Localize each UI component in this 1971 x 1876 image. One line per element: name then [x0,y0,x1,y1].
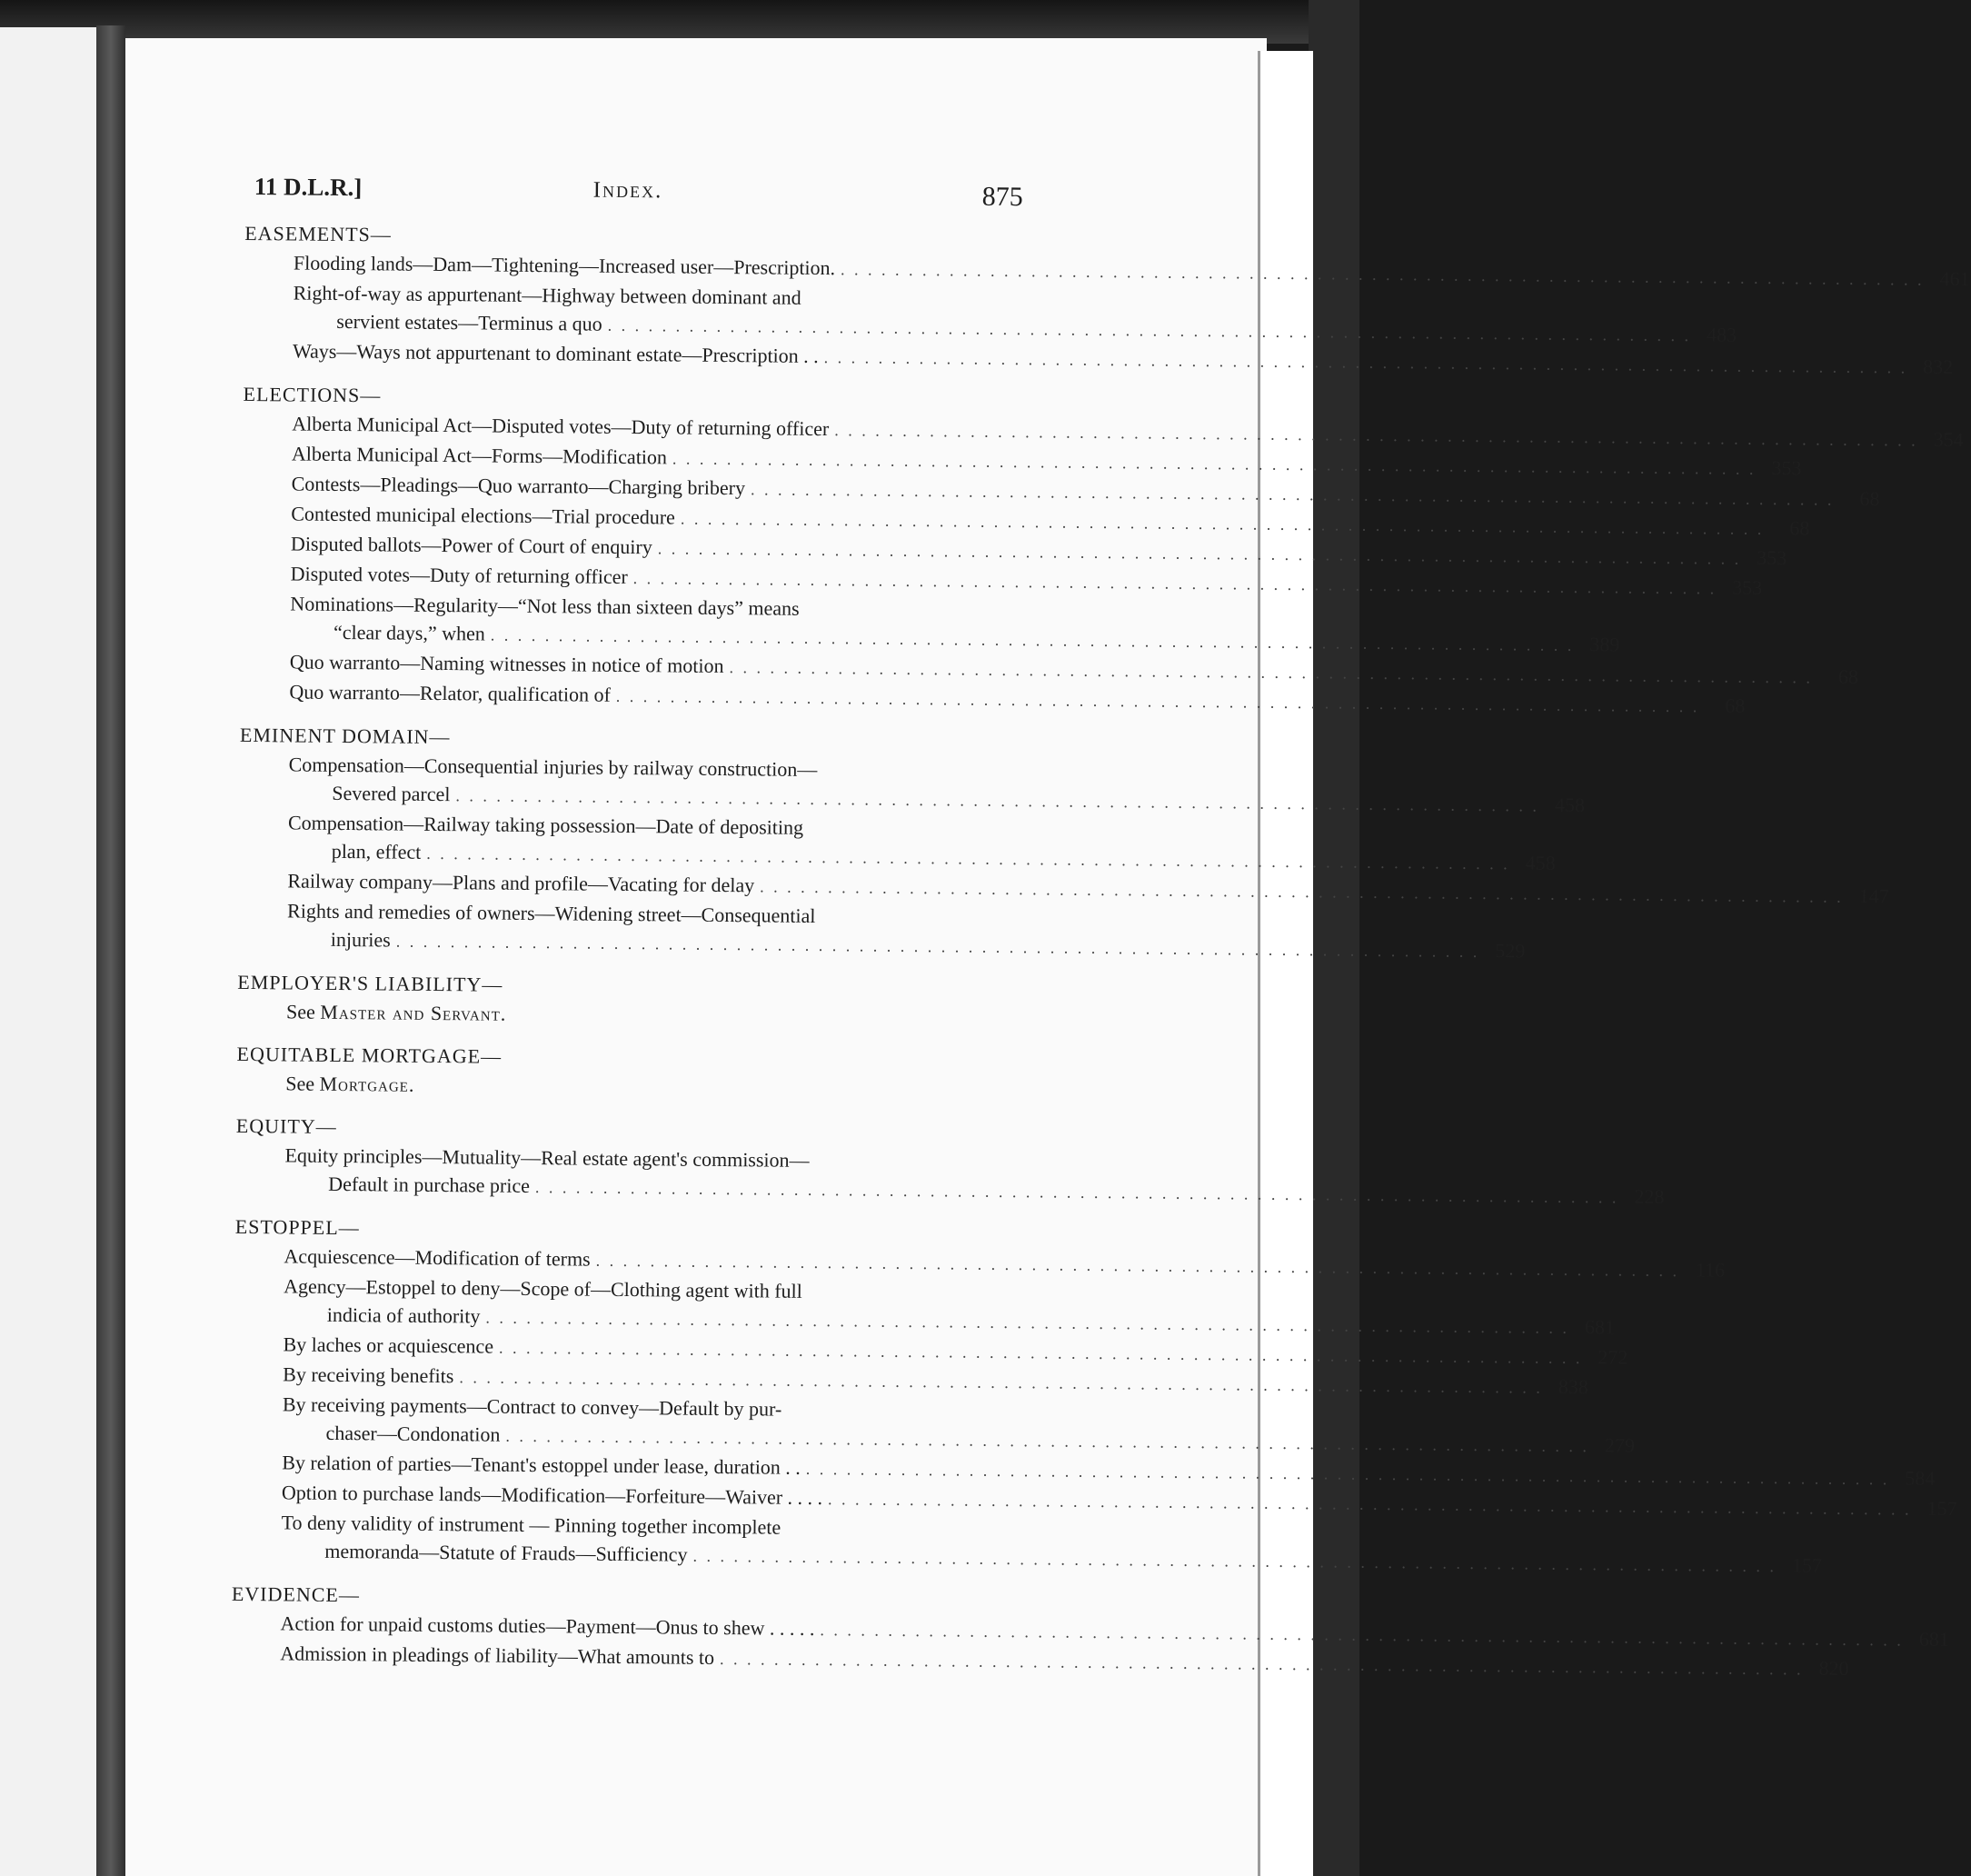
entry-page-number: 832 [1923,354,1954,378]
entry-page-number: 354 [1933,427,1964,452]
entry-text: Railway company—Plans and profile—Vacating for delay [287,869,755,897]
dot-leader: . . . . . . . . . . . . . . . . . . . . . . . . . . . . . . . . . . . . . . . . . . . . . . . . . . . . . . . . . . . . . . . . . . . . . . . . . . . . . . . . [632,569,1717,598]
entry-page-number: 228 [1634,1184,1665,1208]
entry-page-number: 838 [1558,1374,1588,1399]
entry-text: Compensation—Consequential injuries by railway construction— [288,753,818,782]
dot-leader: . . . . . . . . . . . . . . . . . . . . . . . . . . . . . . . . . . . . . . . . . . . . . . . . . . . . . . . . . . . . . . . . . . . . . . . . . . . . . . . . [834,421,1918,450]
entry-text: Compensation—Railway taking possession—Date of depositing [287,811,804,839]
entry-page-number: 157 [1926,1496,1957,1521]
dot-leader: . . . . . . . . . . . . . . . . . . . . . . . . . . . . . . . . . . . . . . . . . . . . . . . . . . . . . . . . . . . . . . . . . . . . . . . . . . . . . . . . [828,1490,1912,1519]
index-entry [287,808,1556,874]
dot-leader: . . . . . . . . . . . . . . . . . . . . . . . . . . . . . . . . . . . . . . . . . . . . . . . . . . . . . . . . . . . . . . . . . . . . . . . . . . . . . . . . [692,1546,1777,1576]
entry-text: Admission in pleadings of liability—What amounts to [280,1642,715,1669]
dot-leader: . . . . . . . . . . . . . . . . . . . . . . . . . . . . . . . . . . . . . . . . . . . . . . . . . . . . . . . . . . . . . . . . . . . . . . . . . . . . . . . . [505,1426,1589,1456]
entry-page-number: 279 [1604,1433,1636,1457]
index-entry [284,1272,1616,1339]
section-heading: EMINENT DOMAIN— [239,723,451,749]
section-heading: ELECTIONS— [243,382,382,407]
index-entry [288,750,1586,817]
dot-leader: . . . . . . . . . . . . . . . . . . . . . . . . . . . . . . . . . . . . . . . . . . . . . . . . . . . . . . . . . . . . . . . . . . . . . . . . . . . . . . . . [595,1251,1680,1281]
dot-leader: . . . . . . . . . . . . . . . . . . . . . . . . . . . . . . . . . . . . . . . . . . . . . . . . . . . . . . . . . . . . . . . . . . . . . . . . . . . . . . . . [823,348,1908,377]
running-header [251,165,1023,220]
dot-leader: . . . . . . . . . . . . . . . . . . . . . . . . . . . . . . . . . . . . . . . . . . . . . . . . . . . . . . . . . . . . . . . . . . . . . . . . . . . . . . . . [729,658,1814,687]
index-section [237,967,1016,1033]
entry-text: Action for unpaid customs duties—Payment—Onus to shew . . . . . [280,1612,815,1641]
index-content [231,165,1970,1689]
entry-page-number: 68 [1725,694,1746,717]
dot-leader: . . . . . . . . . . . . . . . . . . . . . . . . . . . . . . . . . . . . . . . . . . . . . . . . . . . . . . . . . . . . . . . . . . . . . . . . . . . . . . . . [657,539,1742,568]
entry-text: Ways—Ways not appurtenant to dominant estate—Prescription . . [292,339,819,368]
section-heading: EQUITABLE MORTGAGE— [236,1042,503,1068]
index-entry [293,278,1737,346]
entry-text: “clear days,” when [333,620,485,645]
dot-leader: . . . . . . . . . . . . . . . . . . . . . . . . . . . . . . . . . . . . . . . . . . . . . . . . . . . . . . . . . . . . . . . . . . . . . . . . . . . . . . . . [680,509,1765,539]
dot-leader: . . . . . . . . . . . . . . . . . . . . . . . . . . . . . . . . . . . . . . . . . . . . . . . . . . . . . . . . . . . . . . . . . . . . . . . . . . . . . . . . [841,260,1925,289]
entry-page-number: 68 [1859,487,1880,511]
section-heading: EMPLOYER'S LIABILITY— [237,970,503,996]
index-section [234,1212,1957,1577]
entry-page-number: 147 [1858,884,1889,908]
entry-text: chaser—Condonation [325,1421,501,1446]
index-entry [287,896,1526,963]
entry-line [281,1536,1823,1577]
entry-page-number: 157 [1791,1553,1823,1577]
entry-page-number: 483 [1706,323,1737,346]
dot-leader: . . . . . . . . . . . . . . . . . . . . . . . . . . . . . . . . . . . . . . . . . . . . . . . . . . . . . . . . . . . . . . . . . . . . . . . . . . . . . . . . [490,625,1575,655]
entry-page-number: 353 [1771,456,1802,480]
entry-text: servient estates—Terminus a quo [336,309,602,335]
index-section [231,1579,1949,1680]
entry-text: Severed parcel [332,781,451,806]
entry-page-number: 584 [1905,1466,1936,1490]
dot-leader: . . . . . . . . . . . . . . . . . . . . . . . . . . . . . . . . . . . . . . . . . . . . . . . . . . . . . . . . . . . . . . . . . . . . . . . . . . . . . . . . [820,1621,1904,1650]
entry-line [280,1639,1849,1680]
see-prefix: See [285,1072,315,1095]
index-entry [284,1141,1665,1208]
see-target: Mortgage. [319,1072,415,1096]
index-section [244,218,1970,378]
entry-text: Equity principles—Mutuality—Real estate agent's commission— [284,1143,810,1172]
entry-text: Disputed votes—Duty of returning officer [290,562,628,589]
entry-page-number: 458 [1525,851,1556,874]
entry-text: Alberta Municipal Act—Forms—Modification [291,442,668,469]
dot-leader: . . . . . . . . . . . . . . . . . . . . . . . . . . . . . . . . . . . . . . . . . . . . . . . . . . . . . . . . . . . . . . . . . . . . . . . . . . . . . . . . [672,449,1757,478]
section-heading: EVIDENCE— [231,1582,361,1607]
dot-leader: . . . . . . . . . . . . . . . . . . . . . . . . . . . . . . . . . . . . . . . . . . . . . . . . . . . . . . . . . . . . . . . . . . . . . . . . . . . . . . . . [459,1368,1543,1397]
entry-page-number: 681 [1584,1315,1616,1339]
index-entry [289,677,1746,717]
entry-text: Rights and remedies of owners—Widening street—Consequential [287,899,816,928]
entry-text: Agency—Estoppel to deny—Scope of—Clothing agent with full [284,1274,802,1302]
entry-text: Option to purchase lands—Modification—Forfeiture—Waiver . . . . [281,1481,823,1510]
entry-text: Right-of-way as appurtenant—Highway between dominant and [293,281,801,309]
entry-text: Contests—Pleadings—Quo warranto—Charging bribery [291,472,746,500]
entry-page-number: 68 [1837,664,1859,689]
entry-text: By laches or acquiescence [283,1332,494,1358]
index-entry [282,1390,1636,1457]
see-prefix: See [285,1000,315,1023]
entry-text: Acquiescence—Modification of terms [284,1244,591,1271]
entry-page-number: 68 [1789,516,1810,540]
dot-leader: . . . . . . . . . . . . . . . . . . . . . . . . . . . . . . . . . . . . . . . . . . . . . . . . . . . . . . . . . . . . . . . . . . . . . . . . . . . . . . . . [750,480,1835,509]
dot-leader: . . . . . . . . . . . . . . . . . . . . . . . . . . . . . . . . . . . . . . . . . . . . . . . . . . . . . . . . . . . . . . . . . . . . . . . . . . . . . . . . [805,1459,1890,1489]
index-section [235,1111,1665,1208]
entry-line [287,924,1526,963]
facing-page-edge [0,27,102,1876]
entry-page-number: 389 [1589,633,1620,656]
volume-reference: 11 D.L.R.] [254,173,363,202]
entry-text: By receiving benefits [283,1362,454,1388]
section-heading: EASEMENTS— [244,221,392,246]
entry-text: Alberta Municipal Act—Disputed votes—Duty of returning officer [292,412,830,441]
entry-text: plan, effect [331,839,422,863]
dot-leader: . . . . . . . . . . . . . . . . . . . . . . . . . . . . . . . . . . . . . . . . . . . . . . . . . . . . . . . . . . . . . . . . . . . . . . . . . . . . . . . . [615,686,1700,716]
entry-line [292,336,1954,378]
see-reference [285,1069,1014,1105]
section-heading: EQUITY— [235,1113,337,1138]
see-reference [286,997,1015,1033]
page-number: 875 [981,181,1023,213]
entry-line [284,1169,1665,1208]
entry-page-number: 353 [1732,575,1763,599]
dot-leader: . . . . . . . . . . . . . . . . . . . . . . . . . . . . . . . . . . . . . . . . . . . . . . . . . . . . . . . . . . . . . . . . . . . . . . . . . . . . . . . . [426,843,1510,873]
entry-text: Flooding lands—Dam—Tightening—Increased user—Prescription. [293,251,836,280]
index-section [236,1039,1015,1105]
section-heading: ESTOPPEL— [234,1214,360,1240]
index-section [239,720,1889,963]
entry-line [289,677,1746,717]
see-target: Master and Servant. [320,1000,507,1025]
entry-text: Contested municipal elections—Trial procedure [291,502,676,529]
entry-page-number: 820 [1818,1656,1849,1680]
book-binding-edge [96,25,125,1876]
index-entry [290,589,1620,656]
entry-page-number: 681 [1918,1627,1949,1651]
index-section [243,379,1964,717]
entry-text: By receiving payments—Contract to convey—Default by pur- [282,1392,782,1421]
dot-leader: . . . . . . . . . . . . . . . . . . . . . . . . . . . . . . . . . . . . . . . . . . . . . . . . . . . . . . . . . . . . . . . . . . . . . . . . . . . . . . . . [607,315,1692,345]
dot-leader: . . . . . . . . . . . . . . . . . . . . . . . . . . . . . . . . . . . . . . . . . . . . . . . . . . . . . . . . . . . . . . . . . . . . . . . . . . . . . . . . [534,1178,1619,1207]
entry-page-number: 116 [1695,1258,1726,1282]
entry-text: injuries [330,927,391,952]
dot-leader: . . . . . . . . . . . . . . . . . . . . . . . . . . . . . . . . . . . . . . . . . . . . . . . . . . . . . . . . . . . . . . . . . . . . . . . . . . . . . . . . [498,1338,1583,1368]
dot-leader: . . . . . . . . . . . . . . . . . . . . . . . . . . . . . . . . . . . . . . . . . . . . . . . . . . . . . . . . . . . . . . . . . . . . . . . . . . . . . . . . [455,786,1539,815]
entry-text: indicia of authority [326,1302,481,1328]
dot-leader: . . . . . . . . . . . . . . . . . . . . . . . . . . . . . . . . . . . . . . . . . . . . . . . . . . . . . . . . . . . . . . . . . . . . . . . . . . . . . . . . [395,932,1480,962]
index-entry [280,1639,1849,1680]
index-entry [292,336,1954,378]
entry-text: By relation of parties—Tenant's estoppel under lease, duration . . [282,1451,801,1479]
entry-page-number: 458 [1554,793,1586,817]
entry-text: memoranda—Statute of Frauds—Sufficiency [324,1539,688,1566]
entry-page-number: 529 [1495,939,1526,963]
entry-text: Quo warranto—Naming witnesses in notice of motion [289,650,724,678]
entry-text: To deny validity of instrument — Pinning together incomplete [281,1511,781,1539]
entry-text: Disputed ballots—Power of Court of enquiry [290,532,652,559]
scan-background-top [0,0,1359,44]
dot-leader: . . . . . . . . . . . . . . . . . . . . . . . . . . . . . . . . . . . . . . . . . . . . . . . . . . . . . . . . . . . . . . . . . . . . . . . . . . . . . . . . [485,1308,1570,1337]
entry-page-number: 272 [1598,1345,1628,1369]
entry-page-number: 461 [1939,266,1970,291]
dot-leader: . . . . . . . . . . . . . . . . . . . . . . . . . . . . . . . . . . . . . . . . . . . . . . . . . . . . . . . . . . . . . . . . . . . . . . . . . . . . . . . . [720,1650,1804,1679]
page-title: Index. [592,177,663,204]
index-entry [281,1508,1823,1577]
entry-text: Quo warranto—Relator, qualification of [289,680,612,706]
entry-page-number: 353 [1757,545,1787,570]
index-sections [231,218,1970,1680]
dot-leader: . . . . . . . . . . . . . . . . . . . . . . . . . . . . . . . . . . . . . . . . . . . . . . . . . . . . . . . . . . . . . . . . . . . . . . . . . . . . . . . . [760,877,1844,906]
entry-text: Default in purchase price [328,1172,531,1197]
entry-text: Nominations—Regularity—“Not less than sixteen days” means [290,592,800,620]
